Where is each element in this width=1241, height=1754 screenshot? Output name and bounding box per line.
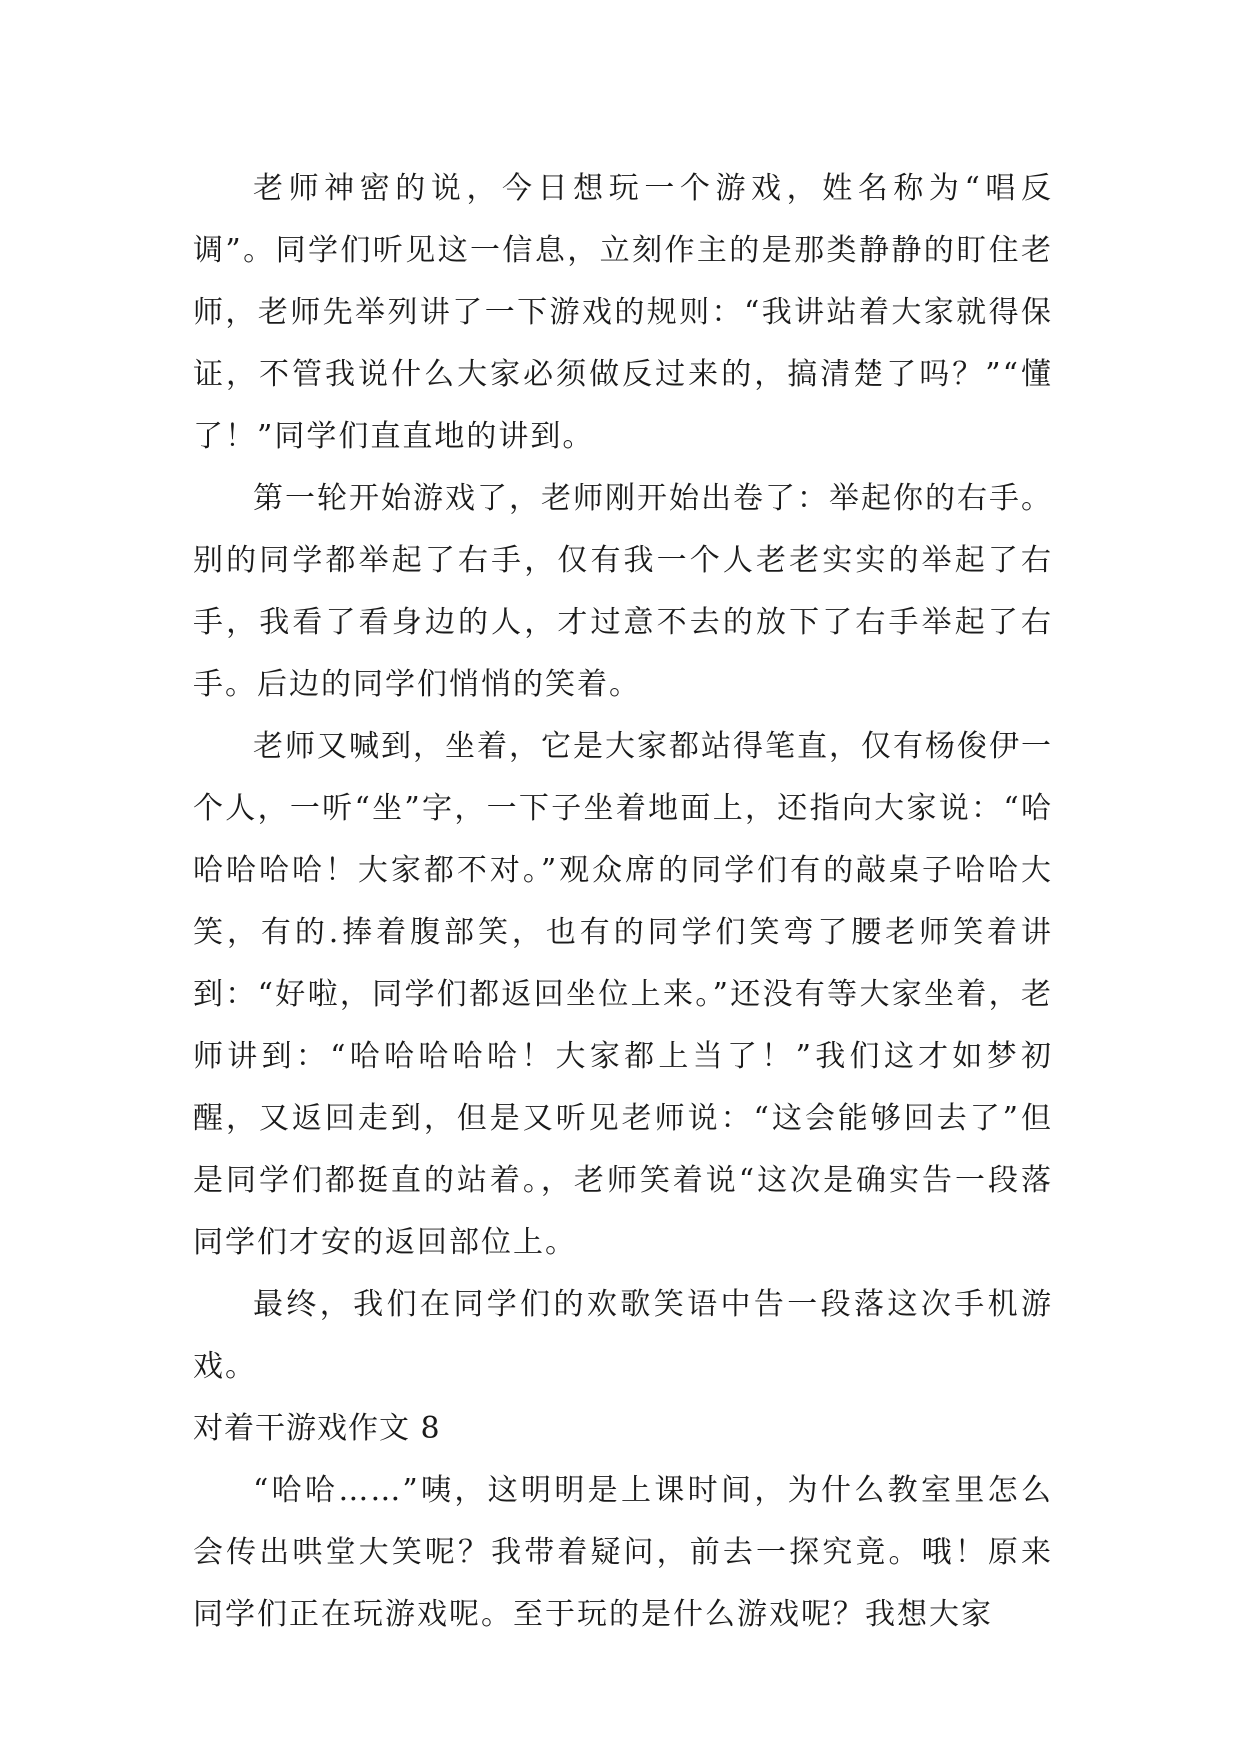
section-heading: 对着干游戏作文 8 bbox=[193, 1411, 441, 1446]
document-body bbox=[193, 158, 1053, 1646]
paragraph-4: 最终，我们在同学们的欢歌笑语中告一段落这次手机游戏。 bbox=[193, 1287, 1053, 1384]
paragraph-2: 第一轮开始游戏了，老师刚开始出卷了：举起你的右手。别的同学都举起了右手，仅有我一个人老老实实的举起了右手，我看了看身边的人，才过意不去的放下了右手举起了右手。后边的同学们悄悄的笑着。 bbox=[193, 481, 1053, 702]
paragraph-5: “哈哈……”咦，这明明是上课时间，为什么教室里怎么会传出哄堂大笑呢？我带着疑问，前去一探究竟。哦！原来同学们正在玩游戏呢。至于玩的是什么游戏呢？我想大家 bbox=[193, 1473, 1053, 1632]
paragraph-3: 老师又喊到，坐着，它是大家都站得笔直，仅有杨俊伊一个人，一听“坐”字，一下子坐着地面上，还指向大家说：“哈哈哈哈哈！大家都不对。”观众席的同学们有的敲桌子哈哈大笑，有的.捧着腹部笑，也有的同学们笑弯了腰老师笑着讲到：“好啦，同学们都返回坐位上来。”还没有等大家坐着，老师讲到：“哈哈哈哈哈！大家都上当了！”我们这才如梦初醒，又返回走到，但是又听见老师说：“这会能够回去了”但是同学们都挺直的站着。，老师笑着说“这次是确实告一段落同学们才安的返回部位上。 bbox=[193, 729, 1053, 1260]
paragraph-1: 老师神密的说，今日想玩一个游戏，姓名称为“唱反调”。同学们听见这一信息，立刻作主的是那类静静的盯住老师，老师先举列讲了一下游戏的规则：“我讲站着大家就得保证，不管我说什么大家必须做反过来的，搞清楚了吗？”“懂了！”同学们直直地的讲到。 bbox=[193, 171, 1053, 454]
